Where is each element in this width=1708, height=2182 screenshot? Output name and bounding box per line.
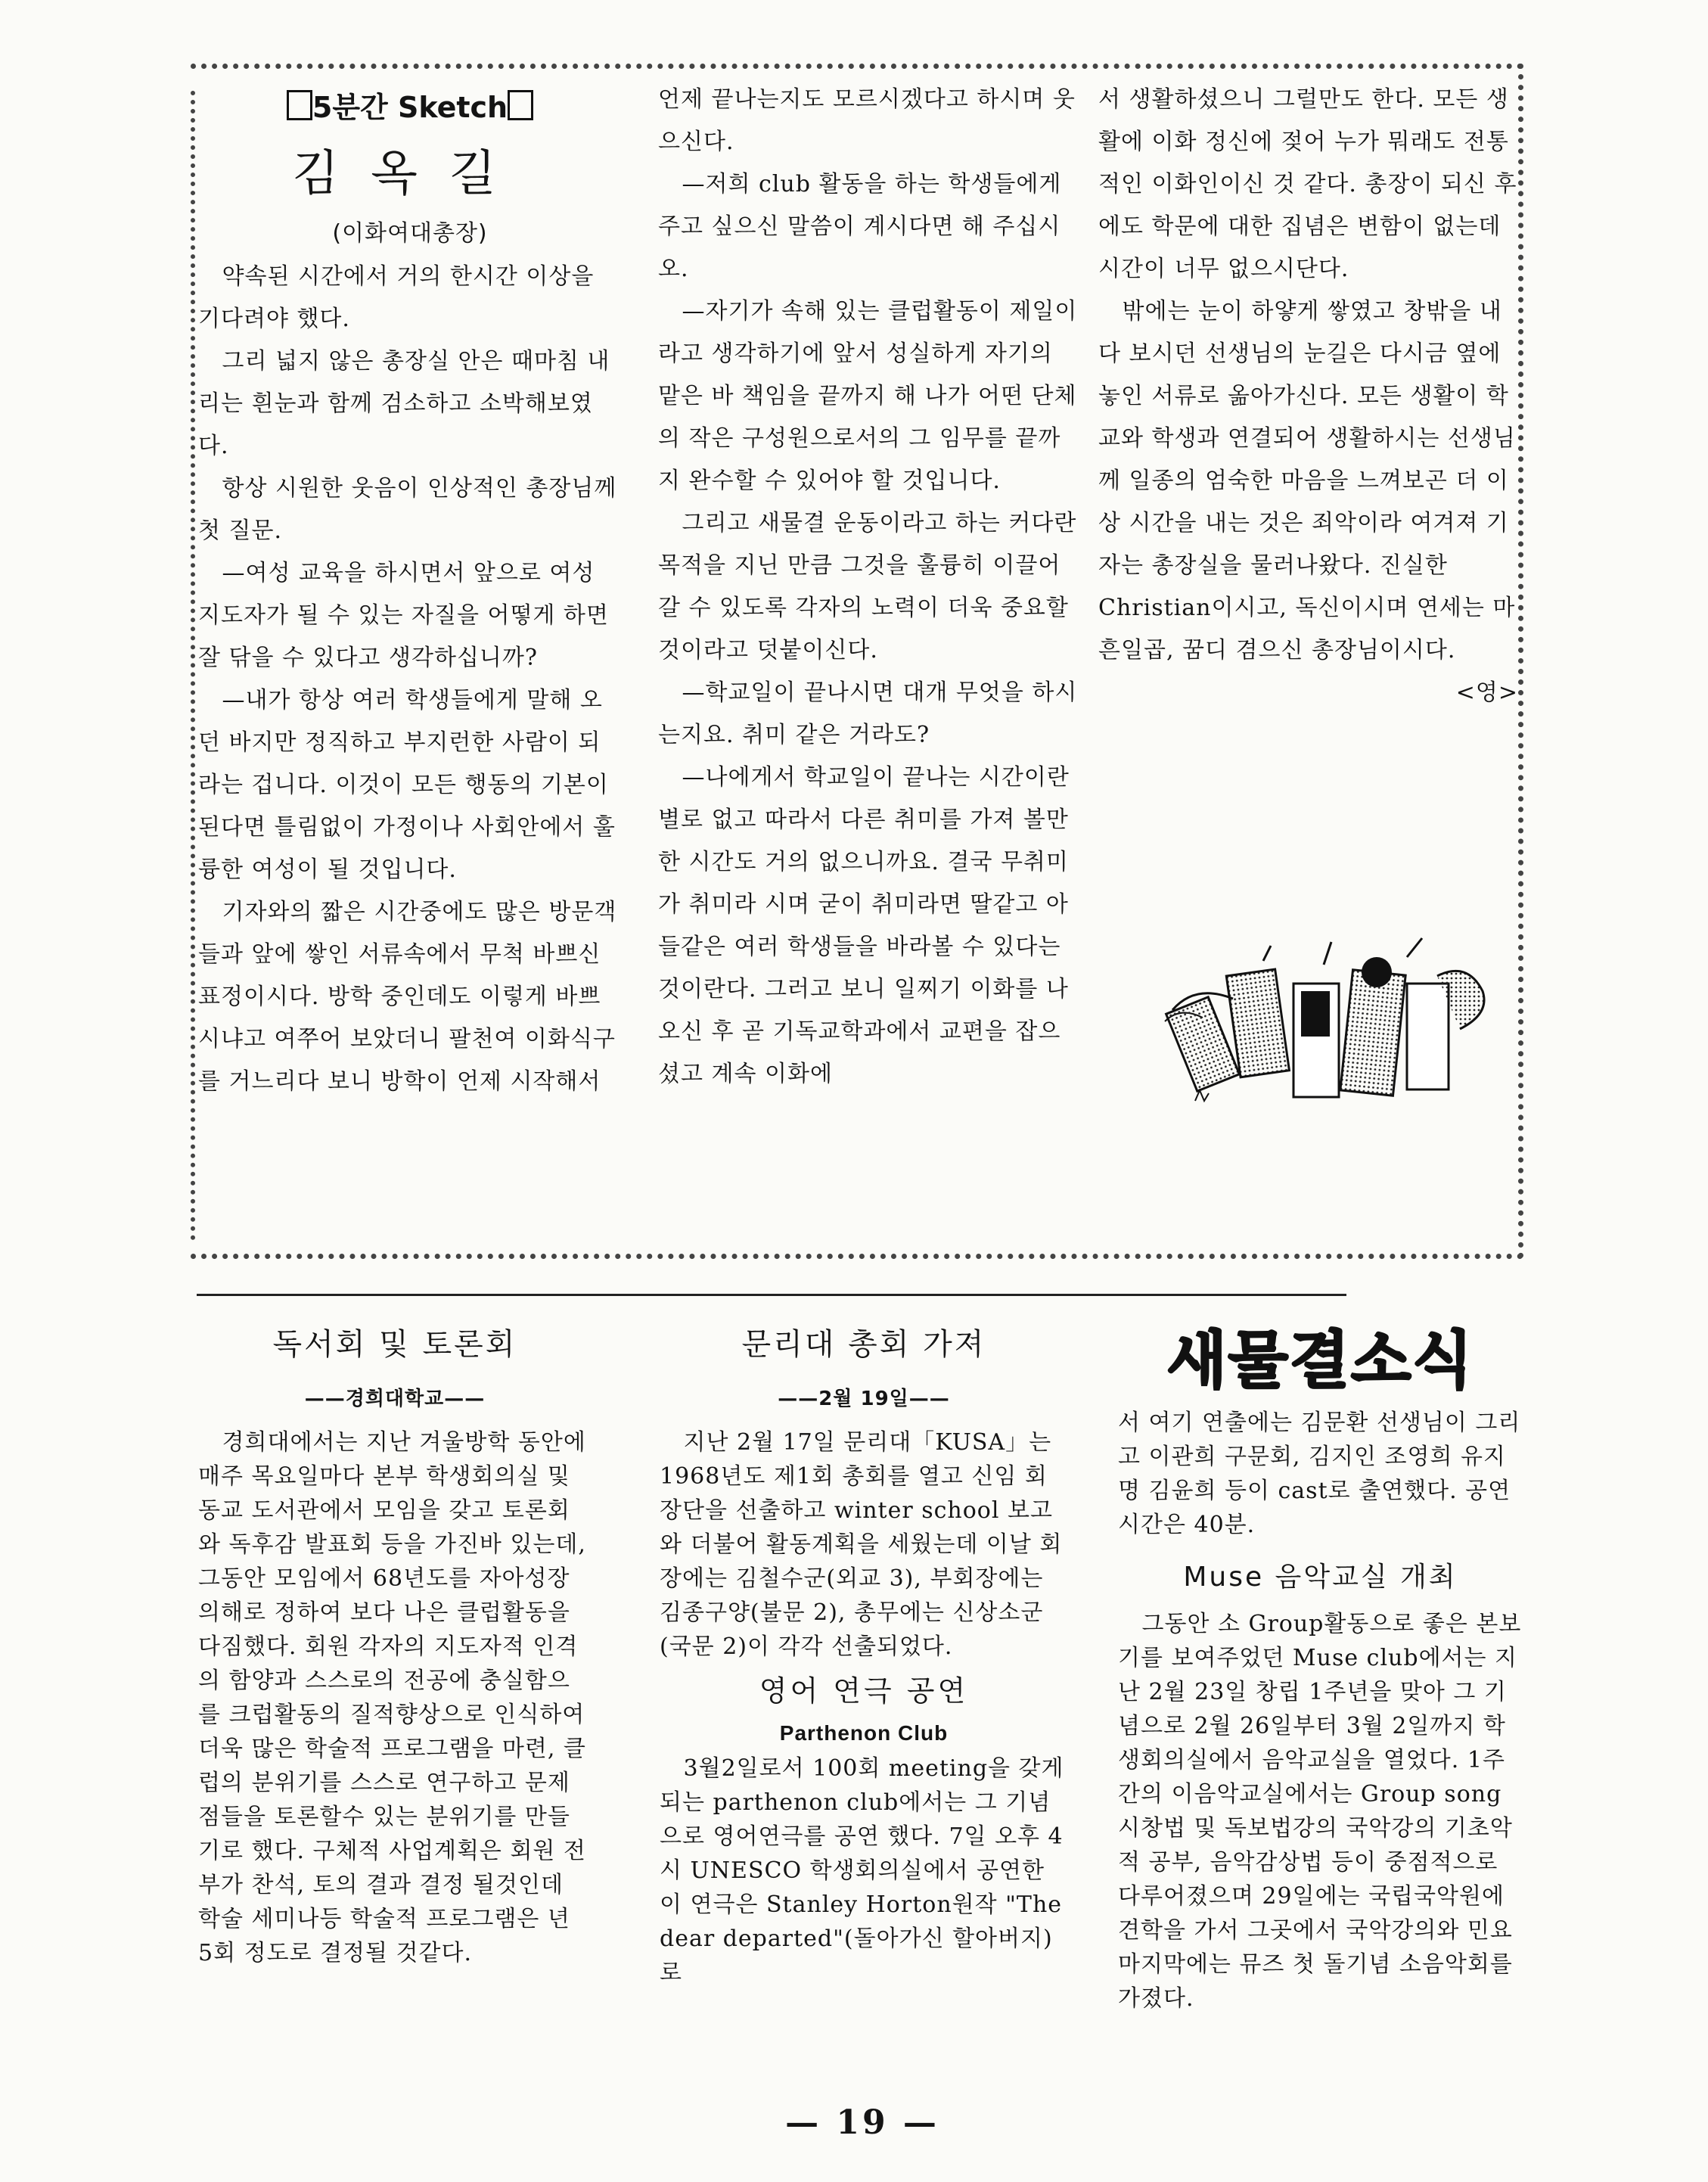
- interview-title: (이화여대총장): [332, 220, 488, 247]
- muse-body: 그동안 소 Group활동으로 좋은 본보기를 보여주었던 Muse club에서는 지난 2월 23일 창립 1주년을 맞아 그 기념으로 2월 26일부터 3월 2일까지 학생회의실에서 음악교실을 열었다. 1주간의 이음악교실에서는 Group song시창법 및 독보법강의 국악강의 기초악적 공부, 음악감상법 등이 중점적으로 다루어졌으며 29일에는 국립국악원에 견학을 가서 그곳에서 국악강의와 민요 마지막에는 뮤즈 첫 돌기념 소음악회를 가졌다.: [1118, 1611, 1522, 2012]
- interview-signoff: <영>: [1455, 679, 1518, 706]
- interview-paragraph: 서 생활하셨으니 그럴만도 한다. 모든 생활에 이화 정신에 젖어 누가 뭐래도 전통적인 이화인이신 것 같다. 총장이 되신 후에도 학문에 대한 집념은 변함이 없는데 시간이 너무 없으시단다.: [1098, 86, 1517, 282]
- general-meeting-article: [660, 1316, 1068, 1990]
- article-headline: 문리대 총회 가져: [741, 1327, 986, 1362]
- interview-column-2: [658, 79, 1082, 1096]
- english-play-subheadline: Parthenon Club: [779, 1721, 949, 1745]
- interview-question: —여성 교육을 하시면서 앞으로 여성 지도자가 될 수 있는 자질을 어떻게 하면 잘 닦을 수 있다고 생각하십니까?: [198, 560, 609, 671]
- news-column: [1118, 1316, 1523, 2016]
- article-headline: 독서회 및 토론회: [272, 1327, 517, 1362]
- decorative-illustration: [1150, 931, 1505, 1120]
- article-subheadline: ——2월 19일——: [778, 1388, 950, 1410]
- interview-answer: —나에게서 학교일이 끝나는 시간이란 별로 없고 따라서 다른 취미를 가져 볼만한 시간도 거의 없으니까요. 결국 무취미가 취미라 시며 굳이 취미라면 딸같고 아들같은 여러 학생들을 바라볼 수 있다는 것이란다. 그러고 보니 일찌기 이화를 나오신 후 곧 기독교학과에서 교편을 잡으셨고 계속 이화에: [658, 764, 1070, 1087]
- news-continuation: 서 여기 연출에는 김문환 선생님이 그리고 이관희 구문회, 김지인 조영희 유지명 김윤희 등이 cast로 출연했다. 공연시간은 40분.: [1118, 1410, 1521, 1538]
- interview-column-3: [1098, 79, 1518, 714]
- interview-answer: —내가 항상 여러 학생들에게 말해 오던 바지만 정직하고 부지런한 사람이 되라는 겁니다. 이것이 모든 행동의 기본이 된다면 틀림없이 가정이나 사회안에서 훌륭한 여성이 될 것입니다.: [198, 687, 616, 883]
- interview-paragraph: 그리 넓지 않은 총장실 안은 때마침 내리는 흰눈과 함께 검소하고 소박해보였다.: [198, 348, 610, 459]
- news-banner-title: 새물결소식: [1166, 1325, 1474, 1397]
- interview-column-1: [198, 79, 622, 1103]
- interview-question: —학교일이 끝나시면 대개 무엇을 하시는지요. 취미 같은 거라도?: [658, 679, 1078, 748]
- interview-answer: —자기가 속해 있는 클럽활동이 제일이라고 생각하기에 앞서 성실하게 자기의 맡은 바 책임을 끝까지 해 나가 어떤 단체의 작은 구성원으로서의 그 임무를 끝까지 완수할 수 있어야 할 것입니다.: [658, 298, 1078, 494]
- interview-question: —저희 club 활동을 하는 학생들에게 주고 싶으신 말씀이 계시다면 해 주십시오.: [658, 171, 1062, 282]
- muse-headline: Muse 음악교실 개최: [1183, 1562, 1458, 1593]
- english-play-body: 3월2일로서 100회 meeting을 갖게되는 parthenon club에서는 그 기념으로 영어연극를 공연 했다. 7일 오후 4시 UNESCO 학생회의실에서 공연한 이 연극은 Stanley Horton원작 "The dear departed"(돌아가신 할아버지)로: [660, 1755, 1064, 1986]
- box-bracket-right: [508, 90, 533, 120]
- interview-paragraph: 항상 시원한 웃음이 인상적인 총장님께 첫 질문.: [198, 475, 617, 544]
- interview-paragraph: 언제 끝나는지도 모르시겠다고 하시며 웃으신다.: [658, 86, 1076, 155]
- interview-paragraph: 기자와의 짧은 시간중에도 많은 방문객들과 앞에 쌓인 서류속에서 무척 바쁘신 표정이시다. 방학 중인데도 이렇게 바쁘시냐고 여쭈어 보았더니 팔천여 이화식구를 거느리다 보니 방학이 언제 시작해서: [198, 899, 617, 1095]
- interview-paragraph: 밖에는 눈이 하얗게 쌓였고 창밖을 내다 보시던 선생님의 눈길은 다시금 옆에 놓인 서류로 옮아가신다. 모든 생활이 학교와 학생과 연결되어 생활하시는 선생님께 일종의 엄숙한 마음을 느껴보곤 더 이상 시간을 내는 것은 죄악이라 여겨져 기자는 총장실을 물러나왔다. 진실한 Christian이시고, 독신이시며 연세는 마흔일곱, 꿈디 겸으신 총장님이시다.: [1098, 298, 1516, 664]
- english-play-headline: 영어 연극 공연: [759, 1674, 969, 1708]
- section-divider: [197, 1294, 1346, 1296]
- article-subheadline: ——경희대학교——: [304, 1388, 486, 1410]
- interview-name: 김옥길: [292, 146, 528, 202]
- section-label: 5분간 Sketch: [198, 79, 622, 136]
- article-body: 경희대에서는 지난 겨울방학 동안에 매주 목요일마다 본부 학생회의실 및 동교 도서관에서 모임을 갖고 토론회와 독후감 발표회 등을 가진바 있는데, 그동안 모임에서 68년도를 자아성장의해로 정하여 보다 나은 클럽활동을 다짐했다. 회원 각자의 지도자적 인격의 함양과 스스로의 전공에 충실함으를 크럽활동의 질적향상으로 인식하여 더욱 많은 학술적 프로그램을 마련, 클럽의 분위기를 스스로 연구하고 문제점들을 토론할수 있는 분위기를 만들기로 했다. 구체적 사업계획은 회원 전부가 찬석, 토의 결과 결정 될것인데 학술 세미나등 학술적 프로그램은 년 5회 정도로 결정될 것같다.: [198, 1429, 586, 1966]
- interview-box-left-border: [191, 91, 195, 1241]
- box-bracket-left: [287, 90, 312, 120]
- article-body: 지난 2월 17일 문리대「KUSA」는 1968년도 제1회 총회를 열고 신임 회장단을 선출하고 winter school 보고와 더불어 활동계획을 세웠는데 이날 회장에는 김철수군(외교 3), 부회장에는 김종구양(불문 2), 총무에는 신상소군(국문 2)이 각각 선출되었다.: [660, 1429, 1063, 1660]
- reading-club-article: [198, 1316, 592, 1970]
- page-number: — 19 —: [785, 2103, 939, 2142]
- interview-paragraph: 약속된 시간에서 거의 한시간 이상을 기다려야 했다.: [198, 263, 595, 332]
- interview-paragraph: 그리고 새물결 운동이라고 하는 커다란 목적을 지닌 만큼 그것을 훌륭히 이끌어 갈 수 있도록 각자의 노력이 더욱 중요할 것이라고 덧붙이신다.: [658, 510, 1077, 664]
